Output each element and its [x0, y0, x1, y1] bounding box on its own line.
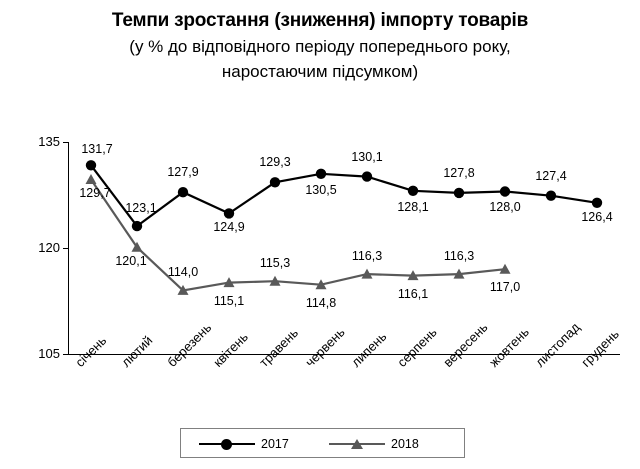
data-label-2018: 120,1: [115, 254, 147, 269]
chart-legend: [180, 428, 465, 458]
x-tick-label: квітень: [210, 329, 251, 370]
legend-item-2017: [199, 436, 289, 452]
data-label-2017: 127,8: [443, 165, 475, 180]
data-point-marker: [178, 187, 188, 197]
data-point-marker: [132, 221, 142, 231]
page-title: Темпи зростання (зниження) імпорту товарів: [111, 10, 529, 31]
x-tick-label: червень: [302, 324, 348, 370]
x-tick-label: травень: [256, 325, 302, 370]
data-label-2017: 126,4: [581, 209, 613, 224]
data-label-2018: 116,1: [397, 286, 429, 301]
data-label-2017: 127,4: [535, 168, 567, 183]
x-tick-label: лютий: [118, 332, 156, 370]
y-tick-value: 105: [38, 346, 60, 361]
data-label-2017: 124,9: [213, 220, 245, 235]
data-label-2017: 131,7: [81, 142, 113, 157]
legend-item-2018: [329, 436, 419, 452]
data-point-marker: [408, 186, 418, 196]
x-tick-label: серпень: [394, 324, 440, 370]
legend-label: 2018: [391, 437, 419, 451]
data-point-marker: [270, 177, 280, 187]
data-point-marker: [224, 208, 234, 218]
data-point-marker: [86, 174, 97, 184]
data-label-2018: 115,3: [259, 256, 291, 271]
x-tick-label: жовтень: [486, 324, 532, 370]
chart-subtitle-line1: (у % до відповідного періоду попереднього року,: [129, 37, 511, 56]
x-tick-label: березень: [164, 319, 215, 370]
chart-title-block: [0, 8, 640, 84]
data-point-marker: [86, 160, 96, 170]
y-tick-value: 120: [38, 240, 60, 255]
legend-label: 2017: [261, 437, 289, 451]
data-label-2018: 115,1: [213, 293, 245, 308]
data-point-marker: [500, 186, 510, 196]
plot-area: [68, 142, 620, 354]
x-tick-label: січень: [72, 332, 110, 370]
y-tick-label: [20, 241, 60, 254]
data-label-2018: 116,3: [351, 249, 383, 264]
data-point-marker: [362, 171, 372, 181]
data-point-marker: [546, 191, 556, 201]
legend-swatch-icon: [329, 438, 385, 450]
data-point-marker: [454, 188, 464, 198]
data-label-2017: 129,3: [259, 155, 291, 170]
x-tick-label: липень: [348, 328, 390, 370]
x-tick-label: грудень: [578, 326, 622, 370]
data-label-2017: 128,1: [397, 199, 429, 214]
data-label-2017: 123,1: [125, 201, 157, 216]
data-label-2017: 130,5: [305, 182, 337, 197]
data-point-marker: [592, 198, 602, 208]
y-tick-label: [20, 347, 60, 360]
legend-swatch-icon: [199, 438, 255, 450]
data-point-marker: [316, 169, 326, 179]
chart-subtitle-line2: наростаючим підсумком): [221, 62, 419, 81]
data-label-2018: 117,0: [489, 280, 521, 295]
data-label-2018: 129,7: [79, 186, 111, 201]
x-tick-label: вересень: [440, 319, 491, 370]
data-label-2018: 114,0: [167, 265, 199, 280]
data-label-2017: 127,9: [167, 165, 199, 180]
data-label-2017: 130,1: [351, 149, 383, 164]
data-label-2018: 114,8: [305, 295, 337, 310]
data-label-2017: 128,0: [489, 200, 521, 215]
data-label-2018: 116,3: [443, 249, 475, 264]
y-tick-label: [20, 135, 60, 148]
y-tick-mark: [63, 354, 68, 355]
y-tick-value: 135: [38, 134, 60, 149]
x-tick-label: листопад: [532, 319, 583, 370]
